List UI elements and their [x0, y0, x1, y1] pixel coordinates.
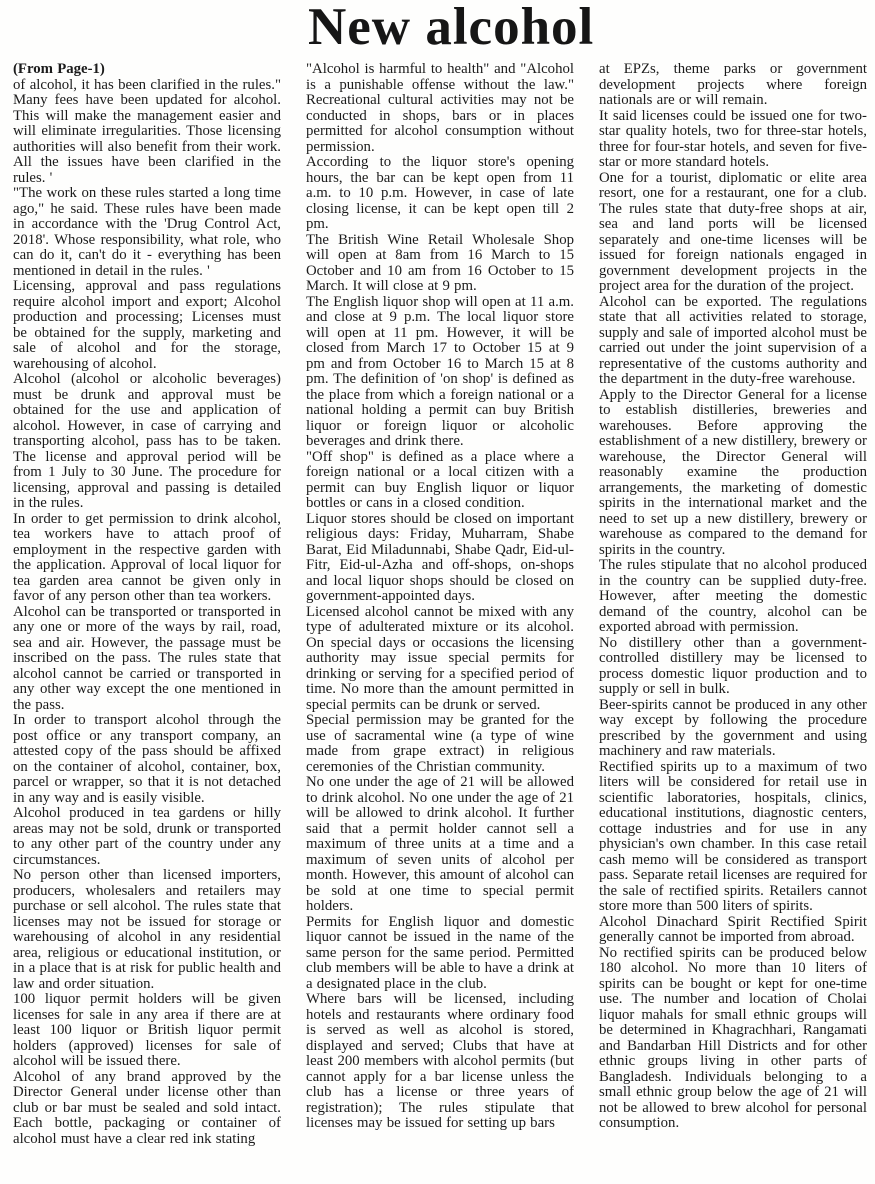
paragraph: Licensing, approval and pass regulations require alcohol import and export; Alcohol production and processing; Licenses must be obtained for the supply, marketing and sale of alcohol and for the storage, warehousing of alcohol.	[13, 278, 281, 372]
paragraph: Alcohol of any brand approved by the Director General under license other than club or bar must be sealed and sold intact. Each bottle, packaging or container of alcohol must have a clear red ink stating	[13, 1068, 281, 1147]
article-column-2	[306, 62, 574, 1147]
paragraph: "Alcohol is harmful to health" and "Alcohol is a punishable offense without the law." Recreational cultural activities may not be conducted in shops, bars or in places permitted for alcohol consumption without permission.	[306, 62, 574, 155]
paragraph: Rectified spirits up to a maximum of two liters will be considered for retail use in scientific laboratories, hospitals, clinics, educational institutions, diagnostic centers, cottage industries and for use in any physician's own chamber. In this case retail cash memo will be considered as transport pass. Separate retail licenses are required for the sale of rectified spirits. Retailers cannot store more than 500 liters of spirits.	[599, 758, 867, 914]
paragraph: Special permission may be granted for the use of sacramental wine (a type of wine made from grape extract) in religious ceremonies of the Christian community.	[306, 712, 574, 775]
paragraph: Alcohol Dinachard Spirit Rectified Spirit generally cannot be imported from abroad.	[599, 913, 867, 945]
paragraph: Apply to the Director General for a license to establish distilleries, breweries and warehouses. Before approving the establishment of a new distillery, brewery or warehouse, the Director General will reasonably examine the production arrangements, the marketing of domestic spirits in the international market and the need to set up a new distillery, brewery or warehouse as compared to the demand for spirits in the country.	[599, 386, 867, 558]
paragraph: Liquor stores should be closed on important religious days: Friday, Muharram, Shabe Barat, Eid Miladunnabi, Shabe Qadr, Eid-ul-Fitr, Eid-ul-Azha and off-shops, on-shops and local liquor shops should be closed on government-appointed days.	[306, 510, 574, 604]
paragraph: Permits for English liquor and domestic liquor cannot be issued in the name of the same person for the same period. Permitted club members will be able to have a drink at a designated place in the club.	[306, 913, 574, 992]
paragraph: Beer-spirits cannot be produced in any other way except by following the procedure prescribed by the government and using machinery and raw materials.	[599, 696, 867, 759]
paragraph: Alcohol produced in tea gardens or hilly areas may not be sold, drunk or transported to any other part of the country under any circumstances.	[13, 805, 281, 868]
paragraph: The British Wine Retail Wholesale Shop will open at 8am from 16 March to 15 October and 10 am from 16 October to 15 March. It will close at 9 pm.	[306, 231, 574, 294]
continuation-note: (From Page-1)	[13, 62, 105, 77]
paragraph: Alcohol (alcohol or alcoholic beverages) must be drunk and approval must be obtained for the use and application of alcohol. However, in case of carrying and transporting alcohol, pass has to be taken. The license and approval period will be from 1 July to 30 June. The procedure for licensing, approval and passing is detailed in the rules.	[13, 371, 281, 511]
paragraph: Alcohol can be transported or transported in any one or more of the ways by rail, road, sea and air. However, the passage must be inscribed on the pass. The rules state that alcohol cannot be carried or transported in any other way except the one mentioned in the pass.	[13, 603, 281, 713]
paragraph: Where bars will be licensed, including hotels and restaurants where ordinary food is served as well as alcohol is stored, displayed and served; Clubs that have at least 200 members with alcohol permits (but cannot apply for a bar license unless the club has a license or three years of registration); The rules stipulate that licenses may be issued for setting up bars	[306, 991, 574, 1131]
paragraph: Alcohol can be exported. The regulations state that all activities related to storage, supply and sale of imported alcohol must be carried out under the joint supervision of a representative of the customs authority and the department in the duty-free warehouse.	[599, 293, 867, 387]
paragraph: No rectified spirits can be produced below 180 alcohol. No more than 10 liters of spirits can be bought or kept for one-time use. The number and location of Cholai liquor mahals for small ethnic groups will be determined in Khagrachhari, Rangamati and Bandarban Hill Districts and for other ethnic groups living in other parts of Bangladesh. Individuals belonging to a small ethnic group below the age of 21 will not be allowed to brew alcohol for personal consumption.	[599, 944, 867, 1131]
article-column-3	[599, 62, 867, 1147]
article-headline: New alcohol	[308, 0, 595, 56]
paragraph: No one under the age of 21 will be allowed to drink alcohol. No one under the age of 21 will be allowed to drink alcohol. It further said that a permit holder cannot sell a maximum of three units at a time and a maximum of seven units of alcohol per month. However, this amount of alcohol can be sold at one time to special permit holders.	[306, 774, 574, 914]
paragraph: According to the liquor store's opening hours, the bar can be kept open from 11 a.m. to 10 p.m. However, in case of late closing license, it can be kept open till 2 pm.	[306, 154, 574, 232]
paragraph: The rules stipulate that no alcohol produced in the country can be supplied duty-free. However, after meeting the domestic demand of the country, alcohol can be exported abroad with permission.	[599, 557, 867, 635]
article-body	[13, 62, 867, 1147]
paragraph: at EPZs, theme parks or government development projects where foreign nationals are or will remain.	[599, 62, 867, 108]
paragraph: One for a tourist, diplomatic or elite area resort, one for a restaurant, one for a club. The rules state that duty-free shops at air, sea and land ports will be licensed separately and one-time licenses will be issued for foreign nationals engaged in government development projects in the project area for the duration of the project.	[599, 169, 867, 294]
paragraph: In order to get permission to drink alcohol, tea workers have to attach proof of employment in the respective garden with the application. Approval of local liquor for tea garden area cannot be given only in favor of any person other than tea workers.	[13, 510, 281, 604]
paragraph: "The work on these rules started a long time ago," he said. These rules have been made in accordance with the 'Drug Control Act, 2018'. Whose responsibility, what role, who can do it, can't do it - everything has been mentioned in detail in the rules. '	[13, 185, 281, 279]
paragraph: No distillery other than a government-controlled distillery may be licensed to process domestic liquor production and to supply or sell in bulk.	[599, 634, 867, 697]
paragraph: The English liquor shop will open at 11 a.m. and close at 9 p.m. The local liquor store will open at 11 pm. However, it will be closed from March 17 to October 15 at 9 pm and from October 16 to March 15 at 8 pm. The definition of 'on shop' is defined as the place from which a foreign national or a national holding a permit can buy British liquor or foreign liquor or alcoholic beverages and drink there.	[306, 293, 574, 449]
paragraph: 100 liquor permit holders will be given licenses for sale in any area if there are at least 100 liquor or British liquor permit holders (approved) licenses for sale of alcohol will be issued there.	[13, 991, 281, 1069]
article-column-1	[13, 62, 281, 1147]
paragraph: "Off shop" is defined as a place where a foreign national or a local citizen with a permit can buy English liquor or liquor bottles or cans in a closed condition.	[306, 448, 574, 511]
paragraph: of alcohol, it has been clarified in the rules." Many fees have been updated for alcohol. This will make the management easier and will eliminate irregularities. Those licensing authorities will also benefit from their work. All the issues have been clarified in the rules. '	[13, 76, 281, 186]
paragraph: In order to transport alcohol through the post office or any transport company, an attested copy of the pass should be affixed on the container of alcohol, container, box, parcel or wrapper, so that it is not detached in any way and is easily visible.	[13, 712, 281, 806]
paragraph: It said licenses could be issued one for two-star quality hotels, two for three-star hotels, three for four-star hotels, and seven for five-star or more standard hotels.	[599, 107, 867, 170]
paragraph: No person other than licensed importers, producers, wholesalers and retailers may purchase or sell alcohol. The rules state that licenses may not be issued for storage or warehousing of alcohol in any residential area, religious or educational institution, or in a place that is at risk for public health and law and order situation.	[13, 867, 281, 992]
paragraph: Licensed alcohol cannot be mixed with any type of adulterated mixture or its alcohol. On special days or occasions the licensing authority may issue special permits for drinking or serving for a specified period of time. No more than the amount permitted in special permits can be drunk or served.	[306, 603, 574, 713]
